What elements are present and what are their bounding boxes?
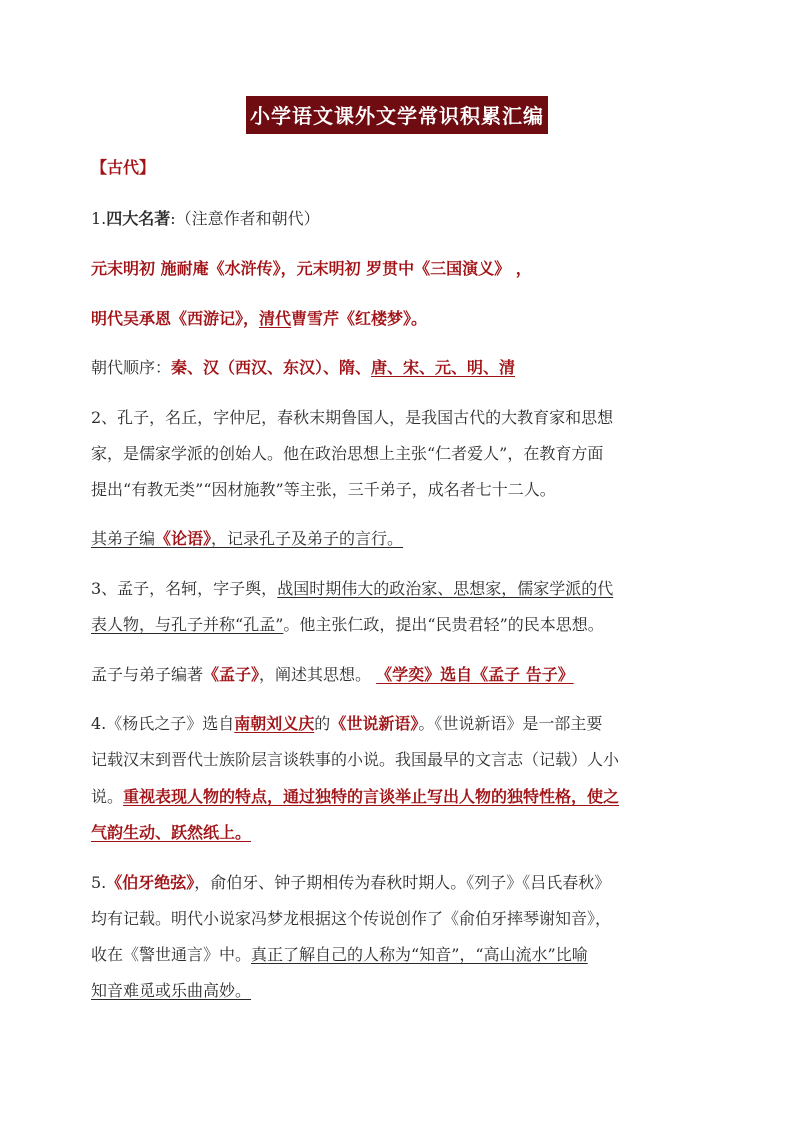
page-title: 小学语文课外文学常识积累汇编 bbox=[246, 96, 548, 134]
item1-period: 。 bbox=[411, 309, 428, 328]
item1-number: 1. bbox=[91, 209, 107, 228]
item4-text-d: 说。 bbox=[91, 787, 124, 806]
item4-line3 bbox=[91, 786, 711, 808]
item3-line1 bbox=[91, 578, 711, 600]
item5-line3 bbox=[91, 944, 711, 966]
item4-shishuo: 《世说新语》 bbox=[330, 714, 419, 733]
item1-line2 bbox=[91, 308, 711, 330]
dynasty-label: 朝代顺序： bbox=[91, 358, 172, 377]
item1-qingdai: 清代 bbox=[259, 309, 292, 328]
item4-text-b: 的 bbox=[314, 714, 331, 733]
item4-text-c: 。《世说新语》是一部主要 bbox=[418, 714, 603, 733]
item5-number: 5. bbox=[91, 873, 107, 892]
item1-line1: 元末明初 施耐庵《水浒传》，元末明初 罗贯中《三国演义》 ， bbox=[91, 259, 532, 278]
item5-text-b: 收在《警世通言》中。 bbox=[91, 945, 252, 964]
item2-line3: 提出“有教无类”“因材施教”等主张，三千弟子，成名者七十二人。 bbox=[91, 480, 556, 499]
dynasty-order-line bbox=[91, 357, 711, 379]
item5-text-a: ，俞伯牙、钟子期相传为春秋时期人。《列子》《吕氏春秋》 bbox=[194, 873, 611, 892]
item3-mengzi: 《孟子》 bbox=[203, 665, 260, 684]
title-container bbox=[0, 96, 794, 134]
item2-lunyu: 《论语》 bbox=[155, 529, 212, 548]
item5-zhiyin: 真正了解自己的人称为“知音”，“高山流水”比喻 bbox=[251, 945, 588, 964]
item3-text-b: 战国时期伟大的政治家、思想家，儒家学派的代 bbox=[277, 579, 614, 598]
item3-text-f: ，阐述其思想。 bbox=[259, 665, 377, 684]
section-heading: 【古代】 bbox=[91, 158, 156, 177]
item5-boya: 《伯牙绝弦》 bbox=[106, 873, 195, 892]
item1-hongloumeng: 曹雪芹《红楼梦》 bbox=[291, 309, 412, 328]
item2-line4 bbox=[91, 528, 711, 550]
item5-line4: 知音难觅或乐曲高妙。 bbox=[91, 981, 252, 1000]
item3-text-d: 。他主张仁政，提出“民贵君轻”的民本思想。 bbox=[283, 615, 604, 634]
item4-author: 南朝刘义庆 bbox=[234, 714, 315, 733]
dynasty-order-a: 秦、汉（西汉、东汉）、隋、 bbox=[171, 358, 372, 377]
item4-text-a: 4.《杨氏之子》选自 bbox=[91, 714, 235, 733]
item3-kongmeng: 孔子并称“孔孟” bbox=[171, 615, 284, 634]
item4-emphasis: 重视表现人物的特点，通过独特的言谈举止写出人物的独特性格，使之 bbox=[123, 787, 620, 806]
item4-line4: 气韵生动、跃然纸上。 bbox=[91, 823, 252, 842]
item1-xiyouji: 明代吴承恩《西游记》， bbox=[91, 309, 260, 328]
item3-text-a: 3、孟子，名轲，字子舆， bbox=[91, 579, 278, 598]
item3-text-c: 表人物，与 bbox=[91, 615, 172, 634]
item1-heading bbox=[91, 208, 711, 230]
item3-text-e: 孟子与弟子编著 bbox=[91, 665, 204, 684]
dynasty-order-b: 唐、宋、元、明、清 bbox=[371, 358, 516, 377]
item5-line1 bbox=[91, 872, 711, 894]
item2-line1: 2、孔子，名丘，字仲尼，春秋末期鲁国人，是我国古代的大教育家和思想 bbox=[91, 408, 614, 427]
item3-line3 bbox=[91, 664, 711, 686]
item1-note: :（注意作者和朝代） bbox=[170, 209, 320, 228]
item5-line2: 均有记载。明代小说家冯梦龙根据这个传说创作了《俞伯牙摔琴谢知音》， bbox=[91, 909, 612, 928]
item4-line1 bbox=[91, 713, 711, 735]
item4-line2: 记载汉末到晋代士族阶层言谈轶事的小说。我国最早的文言志（记载）人小 bbox=[91, 750, 620, 769]
item3-xueyi: 《学奕》选自《孟子 告子》 bbox=[376, 665, 574, 684]
item2-line2: 家，是儒家学派的创始人。他在政治思想上主张“仁者爱人”，在教育方面 bbox=[91, 444, 604, 463]
item2-text-c: ，记录孔子及弟子的言行。 bbox=[211, 529, 404, 548]
item1-title: 四大名著 bbox=[106, 209, 171, 228]
item3-line2 bbox=[91, 614, 711, 636]
item2-text-a: 其弟子编 bbox=[91, 529, 156, 548]
